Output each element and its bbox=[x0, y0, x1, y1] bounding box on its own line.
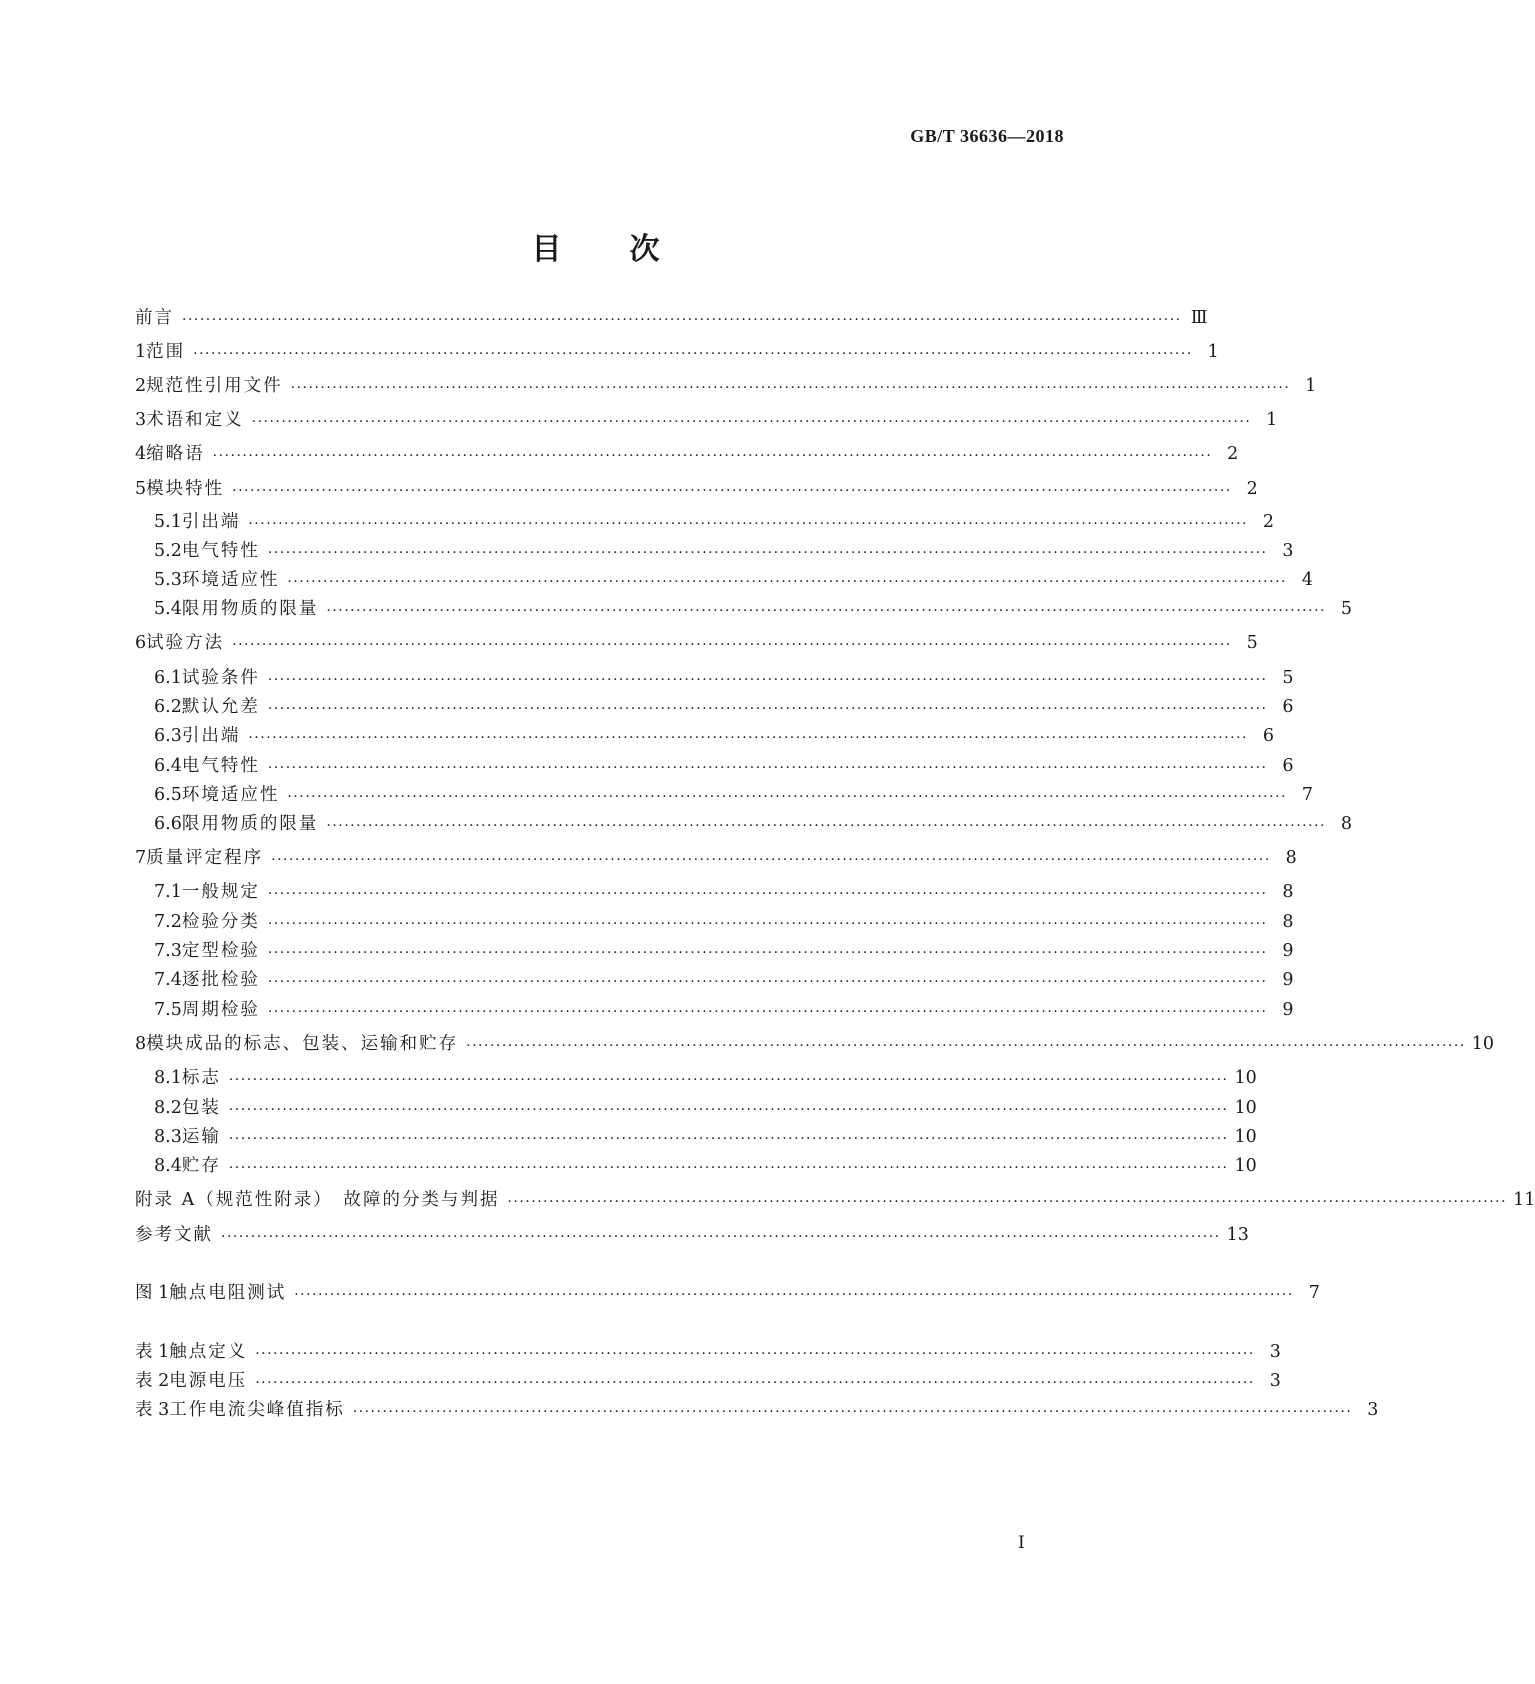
toc-entry-number: 表 3 bbox=[135, 1400, 170, 1420]
toc-entry-label: 逐批检验 bbox=[181, 970, 260, 990]
toc-entry-page: 10 bbox=[1234, 1098, 1257, 1118]
toc-entry-number: 5.3 bbox=[154, 570, 182, 590]
toc-entry-number: 5.4 bbox=[154, 599, 182, 619]
dot-leader: ········································································································································································ bbox=[212, 448, 1213, 464]
toc-subsection-entry[interactable] bbox=[154, 1096, 1257, 1120]
standard-code: GB/T 36636—2018 bbox=[910, 126, 1064, 146]
toc-entry-page: 10 bbox=[1234, 1156, 1257, 1176]
dot-leader: ········································································································································································ bbox=[267, 1004, 1268, 1020]
toc-entry[interactable] bbox=[135, 374, 1317, 398]
toc-entry-number: 7 bbox=[135, 848, 147, 868]
dot-leader: ········································································································································································ bbox=[248, 730, 1248, 746]
toc-entry-page: 9 bbox=[1282, 970, 1294, 990]
toc-subsection-entry[interactable] bbox=[154, 510, 1274, 534]
toc-entry-number: 5 bbox=[135, 479, 147, 499]
dot-leader: ········································································································································································ bbox=[182, 312, 1182, 328]
toc-entry[interactable] bbox=[135, 846, 1297, 870]
toc-entry-number: 3 bbox=[135, 410, 147, 430]
toc-entry[interactable] bbox=[135, 1223, 1249, 1247]
toc-subsection-entry[interactable] bbox=[154, 568, 1313, 592]
toc-entry-number: 6.1 bbox=[154, 668, 182, 688]
toc-entry-label: 触点定义 bbox=[169, 1342, 248, 1362]
toc-entry-number: 5.2 bbox=[154, 541, 182, 561]
page-title bbox=[0, 224, 1191, 268]
dot-leader: ········································································································································································ bbox=[228, 1072, 1229, 1088]
title-part-1: 目 bbox=[531, 232, 562, 267]
dot-leader: ········································································································································································ bbox=[267, 545, 1268, 561]
dot-leader: ········································································································································································ bbox=[352, 1404, 1353, 1420]
toc-entry[interactable] bbox=[135, 1188, 1535, 1212]
toc-entry-page: 3 bbox=[1367, 1400, 1379, 1420]
toc-entry-page: 2 bbox=[1262, 512, 1274, 532]
dot-leader: ········································································································································································ bbox=[507, 1194, 1508, 1210]
toc-entry-label: 引出端 bbox=[181, 726, 241, 746]
dot-leader: ········································································································································································ bbox=[267, 916, 1268, 932]
toc-entry-label: 模块特性 bbox=[146, 479, 225, 499]
dot-leader: ········································································································································································ bbox=[193, 346, 1193, 362]
dot-leader: ········································································································································································ bbox=[294, 1287, 1294, 1303]
dot-leader: ········································································································································································ bbox=[228, 1160, 1229, 1176]
dot-leader: ········································································································································································ bbox=[255, 1375, 1255, 1391]
toc-entry-page: 5 bbox=[1340, 599, 1352, 619]
toc-subsection-entry[interactable] bbox=[154, 812, 1352, 836]
dot-leader: ········································································································································································ bbox=[267, 974, 1268, 990]
toc-entry-label: 术语和定义 bbox=[146, 410, 244, 430]
toc-entry-label: 一般规定 bbox=[181, 882, 260, 902]
toc-entry-number: 7.3 bbox=[154, 941, 182, 961]
toc-subsection-entry[interactable] bbox=[154, 910, 1294, 934]
toc-entry-label: 定型检验 bbox=[181, 941, 260, 961]
dot-leader: ········································································································································································ bbox=[267, 886, 1268, 902]
toc-entry-page: 6 bbox=[1282, 756, 1294, 776]
toc-entry-page: 7 bbox=[1301, 785, 1313, 805]
toc-entry-page: 3 bbox=[1269, 1371, 1281, 1391]
toc-entry-label: 限用物质的限量 bbox=[181, 599, 319, 619]
toc-entry-page: 6 bbox=[1262, 726, 1274, 746]
toc-entry-label: 贮存 bbox=[181, 1156, 221, 1176]
toc-entry-page: 5 bbox=[1246, 633, 1258, 653]
dot-leader: ········································································································································································ bbox=[251, 414, 1252, 430]
toc-entry-label: 电源电压 bbox=[169, 1371, 248, 1391]
toc-figure-table-entry[interactable] bbox=[135, 1340, 1281, 1364]
toc-entry-number: 8.2 bbox=[154, 1098, 182, 1118]
toc-entry-label: 运输 bbox=[181, 1127, 221, 1147]
toc-entry-label: 引出端 bbox=[181, 512, 241, 532]
dot-leader: ········································································································································································ bbox=[287, 789, 1287, 805]
dot-leader: ········································································································································································ bbox=[228, 1102, 1229, 1118]
toc-entry-label: 触点电阻测试 bbox=[169, 1283, 287, 1303]
toc-entry-number: 4 bbox=[135, 444, 147, 464]
toc-entry-page: 6 bbox=[1282, 697, 1294, 717]
toc-entry[interactable] bbox=[135, 340, 1219, 364]
toc-entry-label: 范围 bbox=[146, 342, 186, 362]
toc-subsection-entry[interactable] bbox=[154, 666, 1294, 690]
dot-leader: ········································································································································································ bbox=[248, 516, 1248, 532]
toc-entry-label: 检验分类 bbox=[181, 912, 260, 932]
toc-entry-page: 10 bbox=[1234, 1127, 1257, 1147]
dot-leader: ········································································································································································ bbox=[326, 818, 1326, 834]
toc-entry-page: 7 bbox=[1308, 1283, 1320, 1303]
toc-subsection-entry[interactable] bbox=[154, 783, 1313, 807]
toc-entry-label: 周期检验 bbox=[181, 1000, 260, 1020]
toc-entry-page: 1 bbox=[1305, 376, 1317, 396]
dot-leader: ········································································································································································ bbox=[267, 945, 1268, 961]
toc-entry-label: 试验方法 bbox=[146, 633, 225, 653]
dot-leader: ········································································································································································ bbox=[232, 483, 1232, 499]
toc-subsection-entry[interactable] bbox=[154, 1125, 1257, 1149]
toc-subsection-entry[interactable] bbox=[154, 754, 1294, 778]
toc-entry-page: 8 bbox=[1282, 882, 1294, 902]
toc-entry-number: 1 bbox=[135, 342, 147, 362]
toc-entry-number: 8.4 bbox=[154, 1156, 182, 1176]
toc-entry-label: 前言 bbox=[135, 308, 174, 328]
dot-leader: ········································································································································································ bbox=[228, 1131, 1229, 1147]
toc-entry-number: 6.3 bbox=[154, 726, 182, 746]
toc-entry-label: 环境适应性 bbox=[181, 785, 280, 805]
toc-entry-label: 规范性引用文件 bbox=[146, 376, 283, 396]
toc-subsection-entry[interactable] bbox=[154, 880, 1294, 904]
toc-entry-page: 3 bbox=[1282, 541, 1294, 561]
toc-subsection-entry[interactable] bbox=[154, 539, 1294, 563]
toc-entry-number: 7.5 bbox=[154, 1000, 182, 1020]
toc-entry-label: 默认允差 bbox=[181, 697, 260, 717]
toc-entry-label: 参考文献 bbox=[135, 1225, 213, 1245]
toc-entry-number: 表 2 bbox=[135, 1371, 170, 1391]
toc-entry-label: 电气特性 bbox=[181, 756, 260, 776]
toc-entry-page: 9 bbox=[1282, 941, 1294, 961]
toc-subsection-entry[interactable] bbox=[154, 1154, 1257, 1178]
toc-entry-label: 模块成品的标志、包装、运输和贮存 bbox=[146, 1034, 459, 1054]
toc-subsection-entry[interactable] bbox=[154, 597, 1352, 621]
toc-entry-number: 7.1 bbox=[154, 882, 182, 902]
toc-entry-label: 包装 bbox=[181, 1098, 221, 1118]
toc-entry-number: 8 bbox=[135, 1034, 147, 1054]
toc-figure-table-entry[interactable] bbox=[135, 1398, 1379, 1422]
toc-entry-number: 6.4 bbox=[154, 756, 182, 776]
toc-entry-page: 10 bbox=[1471, 1034, 1495, 1054]
toc-entry[interactable] bbox=[135, 408, 1278, 432]
toc-entry-page: 8 bbox=[1340, 814, 1352, 834]
toc-entry-number: 8.1 bbox=[154, 1068, 182, 1088]
dot-leader: ········································································································································································ bbox=[221, 1229, 1221, 1245]
dot-leader: ········································································································································································ bbox=[255, 1346, 1255, 1362]
title-part-2: 次 bbox=[629, 232, 660, 267]
toc-entry-number: 6 bbox=[135, 633, 147, 653]
toc-entry-label: 限用物质的限量 bbox=[181, 814, 319, 834]
toc-entry-number: 6.2 bbox=[154, 697, 182, 717]
toc-entry[interactable] bbox=[135, 442, 1239, 466]
toc-entry-number: 7.2 bbox=[154, 912, 182, 932]
toc-figure-table-entry[interactable] bbox=[135, 1369, 1281, 1393]
toc-subsection-entry[interactable] bbox=[154, 939, 1294, 963]
toc-entry-page: 9 bbox=[1282, 1000, 1294, 1020]
toc-entry-number: 图 1 bbox=[135, 1283, 170, 1303]
toc-subsection-entry[interactable] bbox=[154, 724, 1274, 748]
toc-entry-number: 5.1 bbox=[154, 512, 182, 532]
toc-entry-label: 工作电流尖峰值指标 bbox=[169, 1400, 345, 1420]
toc-subsection-entry[interactable] bbox=[154, 1066, 1257, 1090]
toc-entry-page: 11 bbox=[1513, 1190, 1535, 1210]
toc-subsection-entry[interactable] bbox=[154, 695, 1294, 719]
toc-entry[interactable] bbox=[135, 306, 1208, 330]
toc-entry-number: 6.5 bbox=[154, 785, 182, 805]
toc-entry-page: 8 bbox=[1282, 912, 1294, 932]
toc-entry-page: 8 bbox=[1285, 848, 1297, 868]
dot-leader: ········································································································································································ bbox=[290, 380, 1291, 396]
toc-entry-label: 试验条件 bbox=[181, 668, 260, 688]
toc-entry-page: 4 bbox=[1301, 570, 1313, 590]
dot-leader: ········································································································································································ bbox=[267, 701, 1268, 717]
toc-entry-number: 2 bbox=[135, 376, 147, 396]
toc-entry-number: 表 1 bbox=[135, 1342, 170, 1362]
toc-entry-page: 13 bbox=[1226, 1225, 1249, 1245]
dot-leader: ········································································································································································ bbox=[271, 852, 1271, 868]
toc-entry-page: 2 bbox=[1227, 444, 1239, 464]
toc-entry-label: 附录 A（规范性附录） 故障的分类与判据 bbox=[135, 1190, 500, 1210]
toc-entry[interactable] bbox=[135, 477, 1258, 501]
toc-entry-page: 10 bbox=[1234, 1068, 1257, 1088]
toc-entry-number: 8.3 bbox=[154, 1127, 182, 1147]
toc-subsection-entry[interactable] bbox=[154, 998, 1294, 1022]
toc-entry-label: 标志 bbox=[181, 1068, 221, 1088]
dot-leader: ········································································································································································ bbox=[267, 672, 1268, 688]
toc-entry-label: 缩略语 bbox=[146, 444, 205, 464]
toc-entry-page: 1 bbox=[1266, 410, 1278, 430]
dot-leader: ········································································································································································ bbox=[232, 637, 1232, 653]
toc-entry-number: 6.6 bbox=[154, 814, 182, 834]
toc-entry-label: 环境适应性 bbox=[181, 570, 280, 590]
toc-entry[interactable] bbox=[135, 631, 1258, 655]
toc-entry-page: 2 bbox=[1246, 479, 1258, 499]
toc-entry-page: 5 bbox=[1282, 668, 1294, 688]
toc-entry-label: 质量评定程序 bbox=[146, 848, 264, 868]
dot-leader: ········································································································································································ bbox=[287, 574, 1287, 590]
dot-leader: ········································································································································································ bbox=[326, 603, 1326, 619]
toc-entry-page: Ⅲ bbox=[1190, 308, 1208, 328]
toc-figure-table-entry[interactable] bbox=[135, 1281, 1320, 1305]
toc-entry[interactable] bbox=[135, 1032, 1495, 1056]
toc-entry-page: 1 bbox=[1207, 342, 1219, 362]
toc-subsection-entry[interactable] bbox=[154, 968, 1294, 992]
page-number: I bbox=[1018, 1533, 1025, 1553]
toc-entry-number: 7.4 bbox=[154, 970, 182, 990]
toc-entry-label: 电气特性 bbox=[181, 541, 260, 561]
toc-entry-page: 3 bbox=[1269, 1342, 1281, 1362]
dot-leader: ········································································································································································ bbox=[267, 760, 1268, 776]
dot-leader: ········································································································································································ bbox=[466, 1038, 1466, 1054]
